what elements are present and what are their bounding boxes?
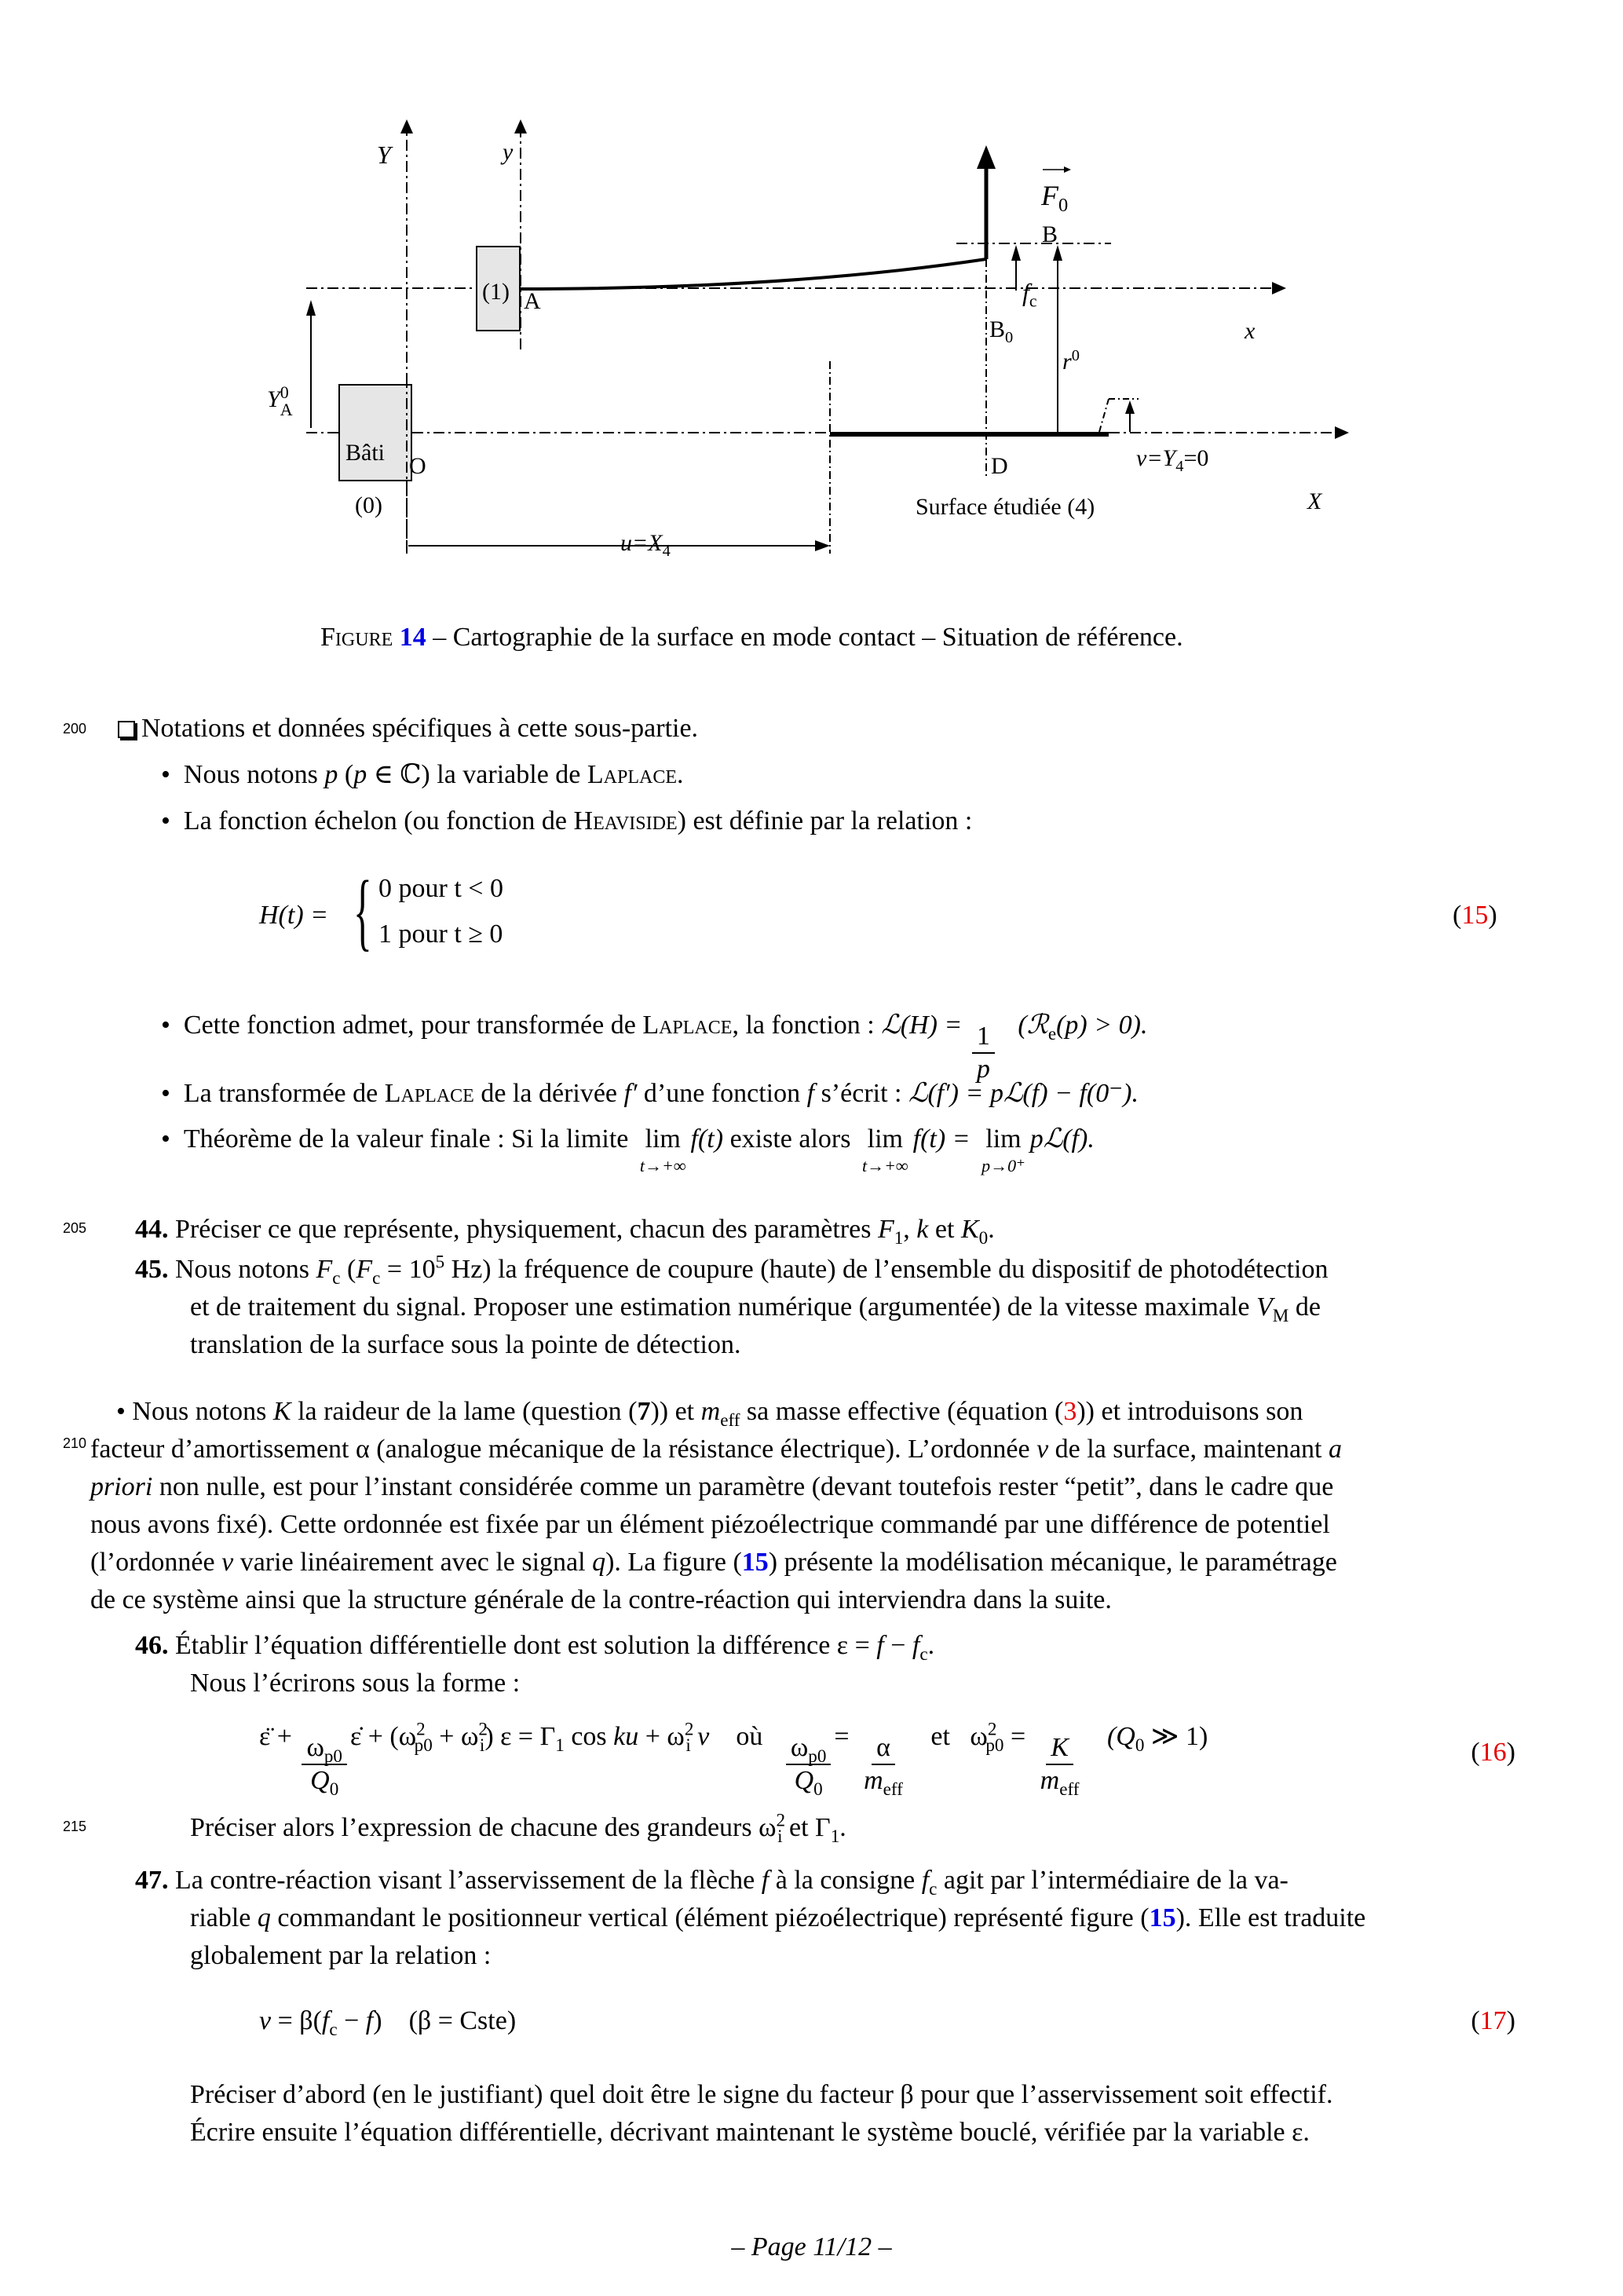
question-47-line5: Écrire ensuite l’équation différentielle, décrivant maintenant le système bouclé, vérifiée par la variable ε. — [190, 2118, 1310, 2147]
label-fc: $f_c$ — [1022, 278, 1037, 311]
equation-17: $v = \beta(f_c - f)$ (β = Cste) (17) — [259, 2002, 1515, 2040]
label-bati: Bâti — [345, 440, 385, 466]
equation-15: H(t) = { 0 pour t < 0 1 pour t ≥ 0 (15) — [259, 863, 1497, 959]
paragraph-line-3: priori non nulle, est pour l’instant considérée comme un paramètre (devant toutefois rester “petit”, dans le cadre que — [90, 1472, 1334, 1501]
question-47: 47. La contre-réaction visant l’asservissement de la flèche f à la consigne $f_c$ agit par l’intermédiaire de la va- — [135, 1866, 1289, 1899]
paragraph-line-4: nous avons fixé). Cette ordonnée est fixée par un élément piézoélectrique commandé par une différence de potentiel — [90, 1510, 1330, 1539]
label-support-1: (1) — [482, 279, 510, 305]
question-47-line2: riable q commandant le positionneur vertical (élément piézoélectrique) représenté figure (15). Elle est traduite — [190, 1903, 1366, 1932]
notations-heading: Notations et données spécifiques à cette sous-partie. — [118, 710, 698, 748]
question-46-line2: Nous l’écrirons sous la forme : — [190, 1669, 521, 1698]
line-number-205: 205 — [63, 1220, 87, 1236]
bullet-derivative-transform: • La transformée de Laplace de la dérivée f′ d’une fonction f s’écrit : ℒ(f′) = pℒ(f) − f(0⁻). — [161, 1079, 1139, 1108]
question-46: 46. Établir l’équation différentielle dont est solution la différence $\varepsilon = f - f_c$. — [135, 1631, 935, 1665]
question-47-line4: Préciser d’abord (en le justifiant) quel doit être le signe du facteur β pour que l’asservissement soit effectif. — [190, 2080, 1333, 2109]
bullet-laplace-variable: • Nous notons p (p ∈ ℂ) la variable de Laplace. — [161, 760, 684, 789]
paragraph-line-1: • Nous notons K la raideur de la lame (question (7)) et $m_{eff}$ sa masse effective (équation (3)) et introduisons son — [116, 1397, 1303, 1431]
label-X: X — [1307, 488, 1322, 514]
F0-arrowhead — [977, 145, 996, 169]
question-46-line3: Préciser alors l’expression de chacune des grandeurs $\omega^2_i$ et $\Gamma_1$. — [190, 1810, 846, 1847]
question-45: 45. Nous notons $F_c$ ($F_c = 10^5$ Hz) la fréquence de coupure (haute) de l’ensemble du dispositif de photodétection — [135, 1252, 1329, 1289]
question-45-line2: et de traitement du signal. Proposer une estimation numérique (argumentée) de la vitesse maximale $V_M$ de — [190, 1292, 1321, 1326]
cantilever-beam — [521, 259, 986, 289]
figure-15-link-2[interactable]: 15 — [1149, 1903, 1176, 1932]
bullet-laplace-heaviside: • Cette fonction admet, pour transformée de Laplace, la fonction : ℒ(H) = $\frac{1}{p}$ (ℛ$_e$(p) > 0). — [161, 1011, 1148, 1084]
label-v-equals: $v=Y_4=0$ — [1136, 445, 1209, 475]
label-Y: Y — [377, 141, 391, 169]
equation-number-15: (15) — [1453, 901, 1497, 930]
question-44: 44. Préciser ce que représente, physiquement, chacun des paramètres $F_1$, k et $K_0$. — [135, 1215, 995, 1249]
question-45-line3: translation de la surface sous la pointe de détection. — [190, 1330, 741, 1359]
paragraph-line-2: facteur d’amortissement α (analogue mécanique de la résistance électrique). L’ordonnée v de la surface, maintenant a — [90, 1435, 1343, 1464]
equation-number-17: (17) — [1471, 2006, 1515, 2035]
line-number-215: 215 — [63, 1819, 87, 1834]
bullet-heaviside: • La fonction échelon (ou fonction de Heaviside) est définie par la relation : — [161, 806, 973, 835]
figure-diagram — [0, 0, 1623, 612]
paragraph-line-6: de ce système ainsi que la structure générale de la contre-réaction qui interviendra dans la suite. — [90, 1585, 1112, 1614]
figure-15-link[interactable]: 15 — [741, 1548, 769, 1577]
equation-3-link[interactable]: 3 — [1063, 1397, 1077, 1426]
question-47-line3: globalement par la relation : — [190, 1941, 492, 1970]
page-footer: – Page 11/12 – — [731, 2232, 892, 2261]
line-number-210: 210 — [63, 1435, 87, 1451]
label-r0: $r^0$ — [1062, 347, 1080, 375]
label-F0: $F_0$ — [1041, 180, 1069, 217]
label-B: B — [1042, 221, 1058, 247]
label-A: A — [524, 288, 541, 314]
figure-number-link[interactable]: 14 — [399, 623, 426, 652]
equation-number-16: (16) — [1471, 1738, 1515, 1767]
figure-14 — [0, 0, 1623, 612]
label-u-equals: $u=X_4$ — [620, 530, 671, 560]
line-number-200: 200 — [63, 721, 87, 737]
paragraph-line-5: (l’ordonnée v varie linéairement avec le signal q). La figure (15) présente la modélisation mécanique, le paramétrage — [90, 1548, 1337, 1577]
equation-16: ε̈ + $\frac{\omega_{p0}}{Q_0}$ ε̇ + $(\omega^2_{p0} + \omega^2_i) \varepsilon = \Gamma_1$ cos ku + $\omega^2_i$ v où $\frac{\omega_{p0}}{Q_0}$ = $\frac{\alpha}{m_{eff}}$ et $\omega^2_{p0}$ = $\frac{K}{m_{eff}}$ ($Q_0$ ≫ 1) (16) — [259, 1719, 1515, 1800]
label-surface: Surface étudiée (4) — [916, 494, 1095, 520]
label-B0: $B_0$ — [989, 316, 1014, 346]
label-x: x — [1245, 318, 1256, 344]
bullet-final-value-theorem: • Théorème de la valeur finale : Si la limite lim t→+∞ f(t) existe alors lim t→+∞ f(t) = lim p→0⁺ pℒ(f). — [161, 1124, 1095, 1175]
question-7-link[interactable]: 7 — [637, 1397, 651, 1426]
label-YA0: Y 0 A — [267, 382, 293, 420]
checkbox-square-icon — [118, 721, 135, 738]
label-O: O — [409, 453, 426, 479]
Y-axis-arrowhead — [400, 119, 413, 133]
label-D: D — [991, 453, 1008, 479]
label-bati-0: (0) — [355, 492, 382, 518]
label-y: y — [503, 139, 514, 165]
figure-caption: Figure 14 – Cartographie de la surface en mode contact – Situation de référence. — [320, 623, 1183, 652]
